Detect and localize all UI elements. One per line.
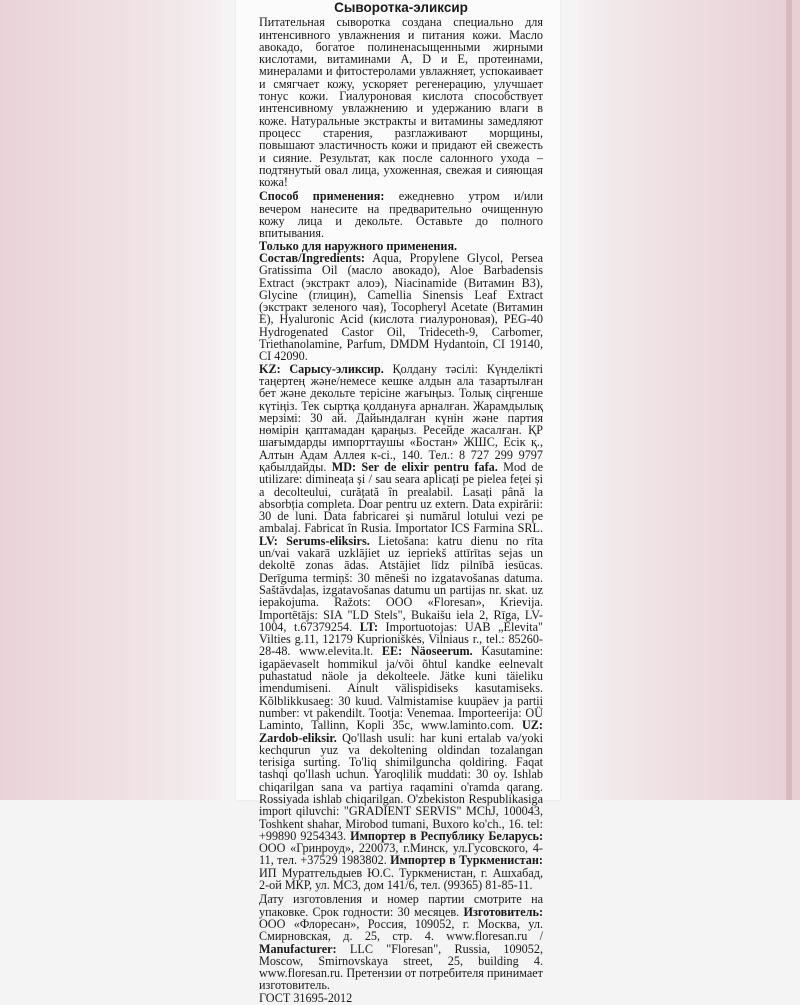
lv-label: LV: Serums-eliksirs.	[259, 533, 370, 548]
manufacturer-section	[259, 893, 543, 991]
product-title: Сыворотка-эликсир	[334, 0, 468, 15]
manufacturer-text: LLC "Floresan", Russia, 109052, Moscow, Smirnovskaya street, 25, building 4. www.floresan.ru. Претензии от потребителя принимает изготовитель.	[259, 941, 543, 993]
ingredients-text: Aqua, Propylene Glycol, Persea Gratissima Oil (масло авокадо), Aloe Barbadensis Extract (экстракт алоэ), Niacinamide (Витамин В3), Glycine (глицин), Camellia Sinensis Leaf Extract (экстракт зеленого чая), Tocopheryl Acetate (Витамин Е), Hyaluronic Acid (кислота гиалуроновая), PEG-40 Hydrogenated Castor Oil, Trideceth-9, Carbomer, Triethanolamine, Parfum, DMDM Hydantoin, CI 19140, CI 42090.	[259, 250, 543, 364]
lt-text: Importuotojas: UAB „Elevita" Vilties g.11, 12179 Kuprioniškės, Vilniaus r., tel.: 85260-28-48. www.elevita.lt.	[259, 619, 543, 659]
product-description: Питательная сыворотка создана специально для интенсивного увлажнения и питания кожи. Масло авокадо, богатое полиненасыщенными жирными кислотами, витаминами А, D и Е, протеинами, минералами и фитостеролами увлажняет, успокаивает и смягчает кожу, ускоряет регенерацию, улучшает тонус кожи. Гиалуроновая кислота способствует интенсивному увлажнению и удержанию влаги в коже. Натуральные экстракты и витамины замедляют процесс старения, разглаживают морщины, повышают эластичность кожи и придают ей свежесть и сияние. Результат, как после салонного ухода – подтянутый овал лица, ухоженная, свежая и сияющая кожа!	[259, 15, 543, 190]
decorative-stripe	[786, 0, 792, 800]
ee-label: EE: Näoseerum.	[381, 644, 473, 659]
background-pink-left	[0, 0, 222, 800]
maker-text: ООО «Флоресан», Россия, 109052, г. Москва, ул. Смирновская, д. 25, стр. 4. www.floresan.ru /	[259, 916, 543, 944]
md-text: Mod de utilizare: dimineața și / sau seara aplicați pe pielea feței și a decolteului, curățată în prealabil. Lasați până la absorbția completa. Doar pentru uz extern. Data expirării: 30 de luni. Data fabricarei și numărul lotului vezi pe ambalaj. Fabricat în Rusia. Importator ICS Farmina SRL.	[259, 459, 543, 536]
usage-label: Способ применения:	[259, 189, 385, 204]
kz-label: KZ: Сарысу-эликсир.	[259, 361, 384, 376]
ingredients-label: Состав/Ingredients:	[259, 250, 365, 265]
usage-section	[259, 190, 543, 239]
kz-text: Қолдану тәсілі: Күнделікті таңертең және/немесе кешке алдын ала тазартылған бет және декольте терісіне жағыңыз. Толық сіңгенше күтіңіз. Тек сыртқа қолдануға арналған. Жарамдылық мерзімі: 30 ай. Дайындалған күнін және партия нөмірін қаптамадан қараңыз. Ресейде жасалған. ҚР шағымдарды импорттаушы «Бостан» ЖШС, Есік қ., Алтын Адам Аллея к-сі., 140. Тел.: 8 727 299 9797 қабылдайды.	[259, 361, 543, 474]
ingredients-section	[259, 252, 543, 363]
lv-text: Lietošana: katru dienu no rīta un/vai vakarā uzklājiet uz iepriekš attīrītas sejas un dekoltē zonas ādas. Atstājiet līdz pilnībā iesūcas. Derīguma termiņš: 30 mēneši no izgatavošanas datuma. Saštāvdaļas, izgatavošanas datumu un partijas nr. skat. uz iepakojuma. Ražots: ООО «Floresan», Krievija. Importētājs: SIA "LD Stels", Bukaišu iela 2, Rīga, LV-1004, t.67379254.	[259, 533, 543, 634]
ee-text: Kasutamine: igapäevaselt hommikul ja/või õhtul kandke eelnevalt puhastatud näole ja dekolteele. Jätke kuni täieliku imendumiseni. Ainult välispidiseks kasutamiseks. Kõlblikkusaeg: 30 kuud. Valmistamise kuupäev ja partii number: vt pakendilt. Tootja: Venemaa. Importeerija: OÜ Laminto, Tallinn, Kopli 35c, www.laminto.com.	[259, 644, 543, 733]
manufacturer-label: Manufacturer:	[259, 941, 337, 956]
maker-label: Изготовитель:	[463, 904, 543, 919]
translations-section	[259, 363, 543, 892]
background-pink-right	[578, 0, 800, 800]
tm-importer-text: ИП Муратгельдыев Ю.С. Туркменистан, г. Ашхабад, 2-ой МКР, ул. МС3, дом 141/6, тел. (99365) 81-85-11.	[259, 865, 543, 893]
gost-standard: ГОСТ 31695-2012	[259, 990, 353, 1005]
md-label: MD: Ser de elixir pentru fafa.	[331, 459, 498, 474]
uz-text: Qo'llash usuli: har kuni ertalab va/yoki kechqurun yuz va dekoltening oldindan tozalangan terisiga surting. To'liq shimilguncha qoldiring. Faqat tashqi qo'llash uchun. Yaroqlilik muddati: 30 oy. Ishlab chiqarilgan sana va partiya raqamini o'ramda qarang. Rossiyada ishlab chiqarilgan. O'zbekiston Respublikasiga import qiluvchi: "GRADIENT SERVIS" MChJ, 100043, Toshkent shahar, Mirobod tumani, Buxoro ko'ch., 16. tel: +99890 9254343.	[259, 730, 543, 843]
by-importer-text: ООО «Гринроуд», 220073, г.Минск, ул.Гусовского, 4-11, тел. +37529 1983802.	[259, 841, 543, 868]
uz-label: UZ: Zardob-eliksir.	[259, 718, 543, 745]
expiry-text: Дату изготовления и номер партии смотрите на упаковке. Срок годности: 30 месяцев.	[259, 892, 543, 919]
tm-importer-label: Импортер в Туркменистан:	[390, 853, 543, 868]
external-use-note: Только для наружного применения.	[259, 238, 458, 253]
by-importer-label: Импортер в Республику Беларусь:	[350, 828, 543, 843]
label-text-block	[259, 0, 543, 1004]
usage-text: ежедневно утром и/или вечером нанесите на предварительно очищенную кожу лица и декольте. Оставьте до полного впитывания.	[259, 189, 543, 241]
lt-label: LT:	[359, 619, 379, 634]
